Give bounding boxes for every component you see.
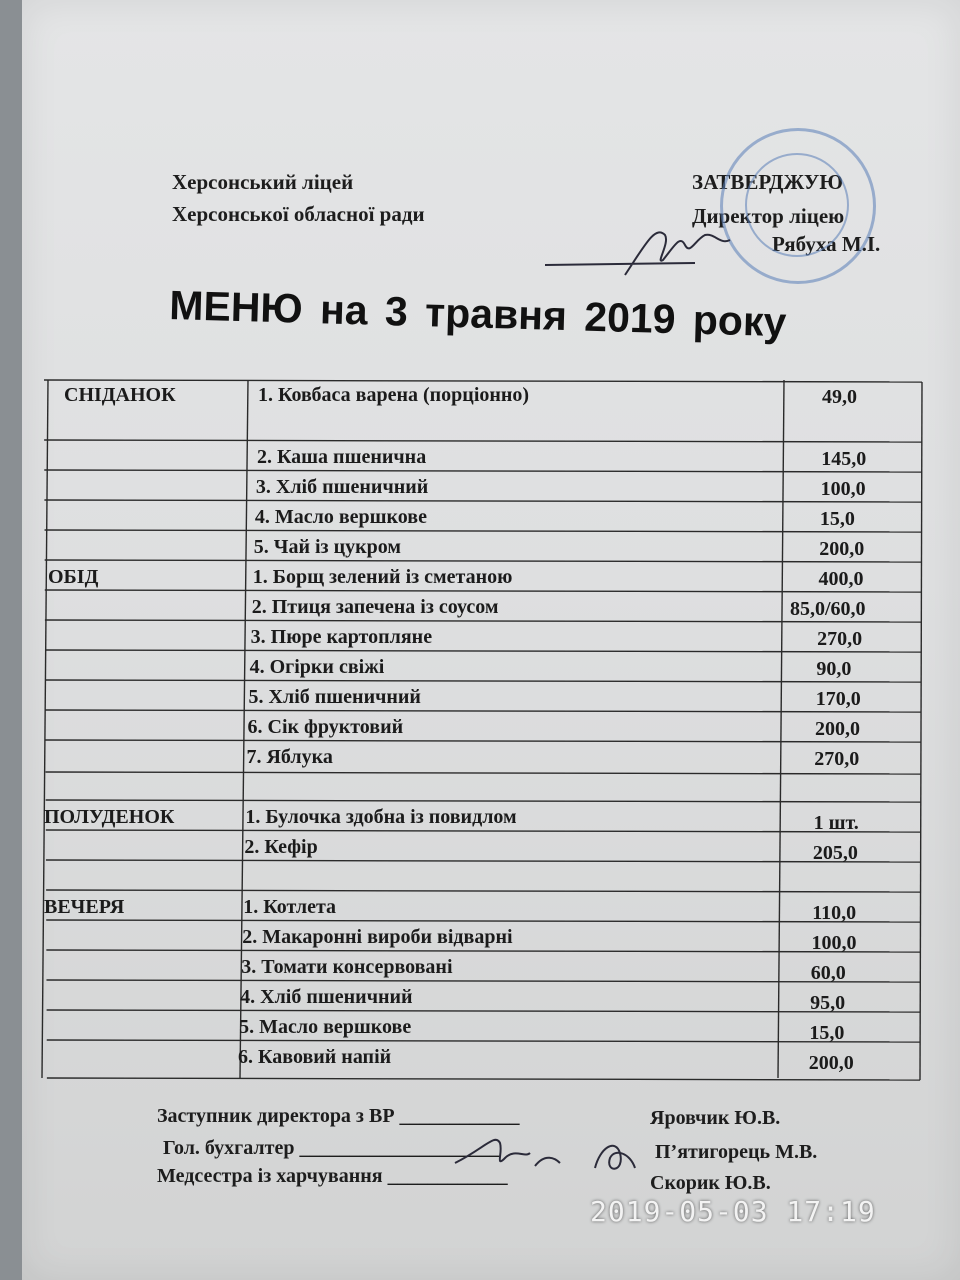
table-h-rule: [47, 1078, 920, 1080]
table-h-rule: [46, 890, 921, 892]
menu-amount: 170,0: [815, 688, 861, 710]
signature-role: Медсестра із харчування: [157, 1165, 383, 1187]
table-h-rule: [46, 830, 921, 832]
table-col-divider: [778, 380, 784, 1078]
menu-dish: 4. Огірки свіжі: [249, 656, 385, 678]
director-name: Рябуха М.І.: [772, 232, 881, 256]
table-h-rule: [45, 680, 921, 682]
signature-blank: ____________________: [299, 1137, 500, 1159]
menu-amount: 200,0: [819, 538, 865, 560]
menu-dish: 4. Масло вершкове: [254, 506, 427, 528]
table-h-rule: [45, 740, 921, 742]
signature-blank: ____________: [399, 1105, 520, 1127]
org-name-line1: Херсонський ліцей: [172, 170, 354, 194]
menu-dish: 4. Хліб пшеничний: [240, 986, 413, 1008]
menu-dish: 5. Хліб пшеничний: [248, 686, 421, 708]
menu-amount: 270,0: [817, 628, 863, 650]
table-h-rule: [45, 590, 922, 592]
table-h-rule: [45, 710, 921, 712]
table-h-rule: [46, 920, 920, 922]
menu-dish: 3. Пюре картопляне: [250, 626, 433, 648]
menu-amount: 15,0: [819, 508, 855, 530]
menu-dish: 2. Птиця запечена із соусом: [251, 596, 499, 618]
menu-amount: 270,0: [814, 748, 860, 770]
menu-amount: 205,0: [812, 842, 858, 864]
menu-amount: 100,0: [820, 478, 866, 500]
table-h-rule: [44, 440, 922, 442]
table-right-border: [920, 382, 922, 1080]
menu-amount: 95,0: [810, 992, 846, 1014]
menu-meal-label: ВЕЧЕРЯ: [44, 896, 125, 918]
signature-role: Гол. бухгалтер: [163, 1137, 295, 1159]
menu-meal-label: ОБІД: [48, 566, 99, 588]
menu-amount: 90,0: [816, 658, 852, 680]
menu-dish: 2. Кефір: [244, 836, 318, 858]
approve-label: ЗАТВЕРДЖУЮ: [692, 170, 843, 194]
signature-blank: ____________: [387, 1165, 508, 1187]
table-h-rule: [46, 950, 920, 952]
menu-dish: 6. Сік фруктовий: [247, 716, 404, 738]
menu-dish: 7. Яблука: [246, 746, 333, 768]
signature-name-nurse: Скорик Ю.В.: [650, 1172, 771, 1194]
menu-dish: 5. Масло вершкове: [239, 1016, 412, 1038]
menu-dish: 5. Чай із цукром: [253, 536, 402, 558]
menu-amount: 110,0: [812, 902, 857, 924]
table-h-rule: [46, 980, 920, 982]
director-position: Директор ліцею: [692, 204, 845, 228]
menu-amount: 1 шт.: [813, 812, 859, 834]
signature-role: Заступник директора з ВР: [157, 1105, 395, 1127]
signature-line-deputy: [157, 1105, 520, 1128]
menu-amount: 145,0: [821, 448, 867, 470]
page-title: МЕНЮ на 3 травня 2019 року: [168, 282, 787, 346]
table-h-rule: [45, 560, 922, 562]
signature-name-accountant: П’ятигорець М.В.: [655, 1141, 818, 1163]
menu-amount: 400,0: [818, 568, 864, 590]
table-h-rule: [46, 800, 921, 802]
menu-meal-label: ПОЛУДЕНОК: [44, 806, 175, 828]
table-h-rule: [44, 500, 921, 502]
menu-dish: 2. Каша пшенична: [256, 446, 427, 468]
menu-dish: 6. Кавовий напій: [238, 1046, 392, 1068]
menu-dish: 1. Котлета: [243, 896, 337, 918]
photo-timestamp: 2019-05-03 17:19: [590, 1195, 876, 1228]
menu-amount: 100,0: [811, 932, 857, 954]
table-h-rule: [46, 772, 921, 774]
menu-amount: 85,0/60,0: [790, 598, 866, 620]
signature-name-deputy: Яровчик Ю.В.: [650, 1107, 781, 1129]
menu-dish: 1. Булочка здобна із повидлом: [245, 806, 517, 828]
menu-amount: 49,0: [822, 386, 857, 408]
table-h-rule: [46, 860, 921, 862]
table-h-rule: [45, 650, 921, 652]
menu-dish: 1. Борщ зелений із сметаною: [252, 566, 513, 588]
footer-signatures: [445, 1128, 665, 1188]
menu-dish: 3. Томати консервовані: [241, 956, 453, 978]
menu-amount: 60,0: [810, 962, 846, 984]
menu-amount: 15,0: [809, 1022, 845, 1044]
org-name-line2: Херсонської обласної ради: [172, 202, 425, 226]
table-h-rule: [44, 470, 922, 472]
menu-dish: 3. Хліб пшеничний: [255, 476, 429, 498]
menu-amount: 200,0: [815, 718, 860, 740]
table-left-border: [42, 380, 48, 1078]
table-h-rule: [47, 1040, 920, 1042]
menu-dish: 1. Ковбаса варена (порціонно): [258, 384, 530, 406]
table-h-rule: [45, 530, 922, 532]
table-h-rule: [44, 380, 922, 382]
table-h-rule: [47, 1010, 921, 1012]
menu-amount: 200,0: [808, 1052, 854, 1074]
menu-dish: 2. Макаронні вироби відварні: [242, 926, 513, 948]
menu-meal-label: СНІДАНОК: [64, 384, 176, 406]
